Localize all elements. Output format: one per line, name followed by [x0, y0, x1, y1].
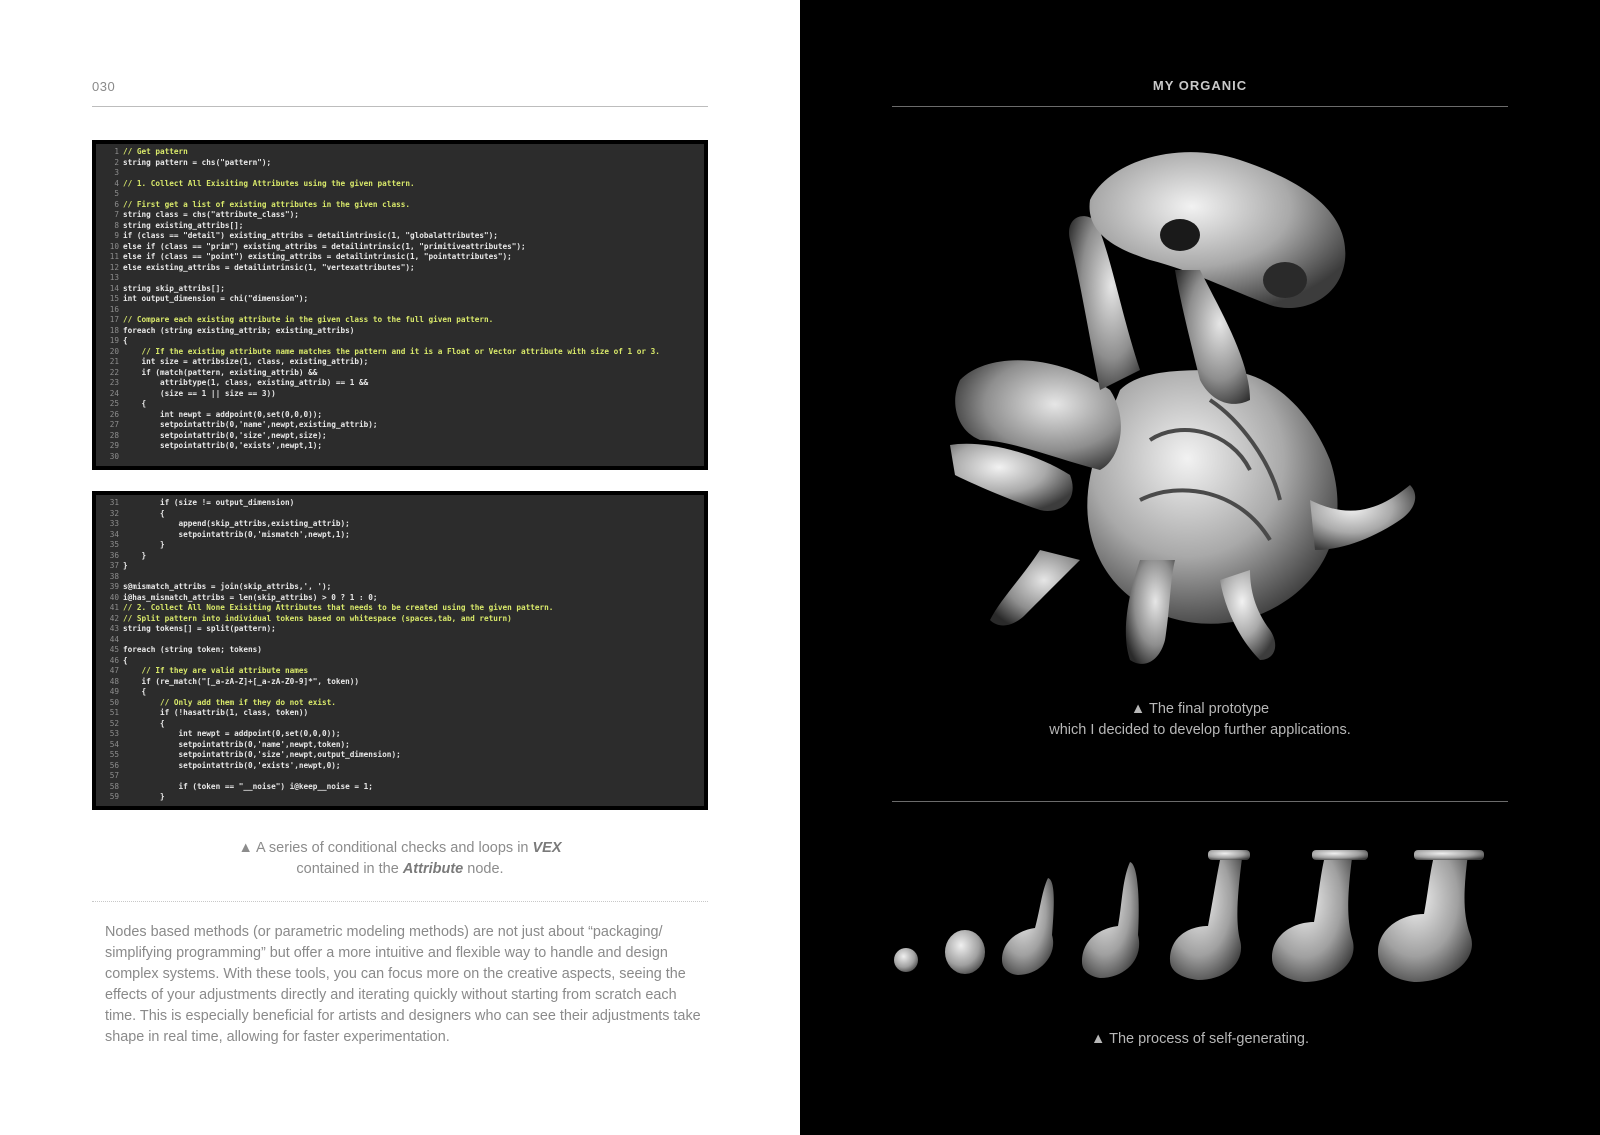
line-number: 26	[109, 409, 119, 419]
code-line	[102, 441, 698, 452]
line-number: 41	[109, 603, 119, 612]
code-text: string existing_attribs[];	[123, 220, 244, 230]
code-text: setpointattrib(0,'exists',newpt,1);	[123, 441, 323, 450]
code-text: int output_dimension = chi("dimension");	[123, 294, 309, 303]
line-number: 44	[109, 634, 119, 644]
code-line	[102, 284, 698, 295]
code-text: foreach (string existing_attrib; existing_attribs)	[123, 325, 355, 335]
code-line	[102, 347, 698, 358]
code-line	[102, 179, 698, 190]
line-number: 56	[109, 760, 119, 770]
code-text: // Only add them if they do not exist.	[123, 697, 336, 707]
line-number: 24	[109, 388, 119, 398]
code-line	[102, 242, 698, 253]
code-text: {	[123, 399, 147, 408]
line-number: 33	[109, 519, 119, 528]
code-caption	[92, 838, 708, 880]
code-text: else if (class == "point") existing_attribs = detailintrinsic(1, "pointattributes");	[123, 252, 512, 261]
line-number: 40	[109, 592, 119, 602]
line-number: 16	[109, 304, 119, 314]
code-text: {	[123, 336, 128, 345]
code-text: // 1. Collect All Exisiting Attributes using the given pattern.	[123, 178, 415, 188]
code-caption-line-1: ▲ A series of conditional checks and loops in VEX	[238, 840, 562, 856]
code-line	[102, 498, 698, 509]
line-number: 43	[109, 624, 119, 633]
code-line	[102, 572, 698, 583]
code-text: // 2. Collect All None Exisiting Attributes that needs to be created using the given pattern.	[123, 603, 554, 612]
line-number: 59	[109, 792, 119, 801]
line-number: 20	[109, 346, 119, 356]
code-line	[102, 645, 698, 656]
code-line	[102, 231, 698, 242]
hero-caption-line-2: which I decided to develop further applications.	[1049, 722, 1351, 738]
code-text: // Compare each existing attribute in the given class to the full given pattern.	[123, 315, 494, 324]
code-line	[102, 189, 698, 200]
code-text: // If the existing attribute name matches the pattern and it is a Float or Vector attribute with size of 1 or 3.	[123, 346, 660, 356]
code-line	[102, 509, 698, 520]
code-line	[102, 326, 698, 337]
code-caption-line-2: contained in the Attribute node.	[296, 861, 504, 877]
code-text: }	[123, 561, 128, 570]
line-number: 13	[109, 273, 119, 282]
code-line	[102, 530, 698, 541]
code-text: setpointattrib(0,'name',newpt,existing_attrib);	[123, 420, 378, 429]
code-text: setpointattrib(0,'mismatch',newpt,1);	[123, 529, 350, 539]
hero-caption	[892, 699, 1508, 741]
line-number: 45	[109, 645, 119, 654]
code-text: }	[123, 540, 165, 549]
line-number: 8	[114, 220, 119, 230]
code-line	[102, 698, 698, 709]
growth-sequence-image	[890, 850, 1510, 995]
code-line	[102, 147, 698, 158]
code-line	[102, 540, 698, 551]
code-line	[102, 750, 698, 761]
code-line	[102, 431, 698, 442]
line-number: 5	[114, 189, 119, 198]
code-line	[102, 782, 698, 793]
code-line	[102, 273, 698, 284]
line-number: 47	[109, 666, 119, 675]
line-number: 52	[109, 718, 119, 728]
code-line	[102, 368, 698, 379]
code-line	[102, 593, 698, 604]
line-number: 4	[114, 178, 119, 188]
code-text: }	[123, 792, 165, 801]
line-number: 39	[109, 582, 119, 591]
line-number: 7	[114, 210, 119, 219]
code-line	[102, 687, 698, 698]
code-line	[102, 200, 698, 211]
code-text: int newpt = addpoint(0,set(0,0,0));	[123, 729, 341, 738]
code-text: setpointattrib(0,'exists',newpt,0);	[123, 760, 341, 770]
header-rule	[92, 106, 708, 107]
line-number: 25	[109, 399, 119, 408]
code-text: {	[123, 687, 147, 696]
organic-prototype-image	[950, 140, 1450, 680]
code-text: if (match(pattern, existing_attrib) &&	[123, 367, 318, 377]
code-text: if (size != output_dimension)	[123, 498, 295, 507]
line-number: 35	[109, 540, 119, 549]
code-text: append(skip_attribs,existing_attrib);	[123, 519, 350, 528]
code-line	[102, 582, 698, 593]
code-line	[102, 378, 698, 389]
code-text: else if (class == "prim") existing_attribs = detailintrinsic(1, "primitiveattributes");	[123, 241, 526, 251]
line-number: 14	[109, 283, 119, 293]
line-number: 53	[109, 729, 119, 738]
line-number: 11	[109, 252, 119, 261]
code-line	[102, 357, 698, 368]
code-text: }	[123, 550, 147, 560]
code-line	[102, 740, 698, 751]
code-line	[102, 519, 698, 530]
code-line	[102, 656, 698, 667]
code-line	[102, 792, 698, 803]
code-line	[102, 168, 698, 179]
line-number: 51	[109, 708, 119, 717]
code-line	[102, 158, 698, 169]
line-number: 54	[109, 739, 119, 749]
code-panel-2	[92, 491, 708, 810]
code-text: (size == 1 || size == 3))	[123, 388, 276, 398]
code-text: {	[123, 655, 128, 665]
code-line	[102, 561, 698, 572]
code-line	[102, 294, 698, 305]
code-line	[102, 729, 698, 740]
code-line	[102, 603, 698, 614]
code-text: // First get a list of existing attributes in the given class.	[123, 199, 410, 209]
line-number: 9	[114, 231, 119, 240]
code-text: setpointattrib(0,'size',newpt,size);	[123, 430, 327, 440]
running-header: MY ORGANIC	[1152, 78, 1248, 93]
code-text: if (class == "detail") existing_attribs = detailintrinsic(1, "globalattributes");	[123, 231, 498, 240]
page-number: 030	[92, 79, 116, 94]
code-line	[102, 635, 698, 646]
code-line	[102, 666, 698, 677]
code-line	[102, 708, 698, 719]
dotted-divider	[92, 901, 708, 902]
caption-emphasis-attribute: Attribute	[402, 861, 464, 877]
code-line	[102, 719, 698, 730]
code-text: // Split pattern into individual tokens based on whitespace (spaces,tab, and return)	[123, 613, 512, 623]
code-text: string skip_attribs[];	[123, 283, 225, 293]
line-number: 19	[109, 336, 119, 345]
caption-emphasis-vex: VEX	[532, 840, 562, 856]
line-number: 21	[109, 357, 119, 366]
line-number: 55	[109, 750, 119, 759]
code-line	[102, 252, 698, 263]
right-header-rule	[892, 106, 1508, 107]
code-line	[102, 263, 698, 274]
line-number: 17	[109, 315, 119, 324]
code-block-1	[96, 144, 704, 466]
code-line	[102, 420, 698, 431]
line-number: 1	[114, 147, 119, 156]
code-block-2	[96, 495, 704, 806]
line-number: 22	[109, 367, 119, 377]
code-text: setpointattrib(0,'name',newpt,token);	[123, 739, 350, 749]
code-text: attribtype(1, class, existing_attrib) == 1 &&	[123, 378, 369, 387]
line-number: 42	[109, 613, 119, 623]
line-number: 36	[109, 550, 119, 560]
code-text: int size = attribsize(1, class, existing_attrib);	[123, 357, 369, 366]
code-line	[102, 210, 698, 221]
line-number: 37	[109, 561, 119, 570]
code-line	[102, 399, 698, 410]
code-text: string class = chs("attribute_class");	[123, 210, 299, 219]
line-number: 58	[109, 781, 119, 791]
line-number: 49	[109, 687, 119, 696]
right-divider-rule	[892, 801, 1508, 802]
line-number: 29	[109, 441, 119, 450]
line-number: 23	[109, 378, 119, 387]
code-line	[102, 410, 698, 421]
line-number: 2	[114, 157, 119, 167]
code-line	[102, 624, 698, 635]
code-line	[102, 771, 698, 782]
sequence-caption: ▲ The process of self-generating.	[1090, 1031, 1309, 1047]
hero-caption-line-1: ▲ The final prototype	[1130, 701, 1270, 717]
code-text: s@mismatch_attribs = join(skip_attribs,', ');	[123, 582, 332, 591]
line-number: 15	[109, 294, 119, 303]
code-text: string pattern = chs("pattern");	[123, 157, 272, 167]
line-number: 50	[109, 697, 119, 707]
line-number: 10	[109, 241, 119, 251]
code-text: setpointattrib(0,'size',newpt,output_dimension);	[123, 750, 401, 759]
body-paragraph: Nodes based methods (or parametric modeling methods) are not just about “packaging/ simplifying programming” but offer a more intuitive and flexible way to handle and design complex systems. With these tools, you can focus more on the creative aspects, seeing the effects of your adjustments directly and iterating quickly without starting from scratch each time. This is especially beneficial for artists and designers who can see their adjustments take shape in real time, allowing for faster experimentation.	[105, 924, 701, 1045]
line-number: 18	[109, 325, 119, 335]
code-text: if (token == "__noise") i@keep__noise = 1;	[123, 781, 373, 791]
code-text: {	[123, 718, 165, 728]
line-number: 31	[109, 498, 119, 507]
line-number: 48	[109, 676, 119, 686]
code-text: else existing_attribs = detailintrinsic(1, "vertexattributes");	[123, 262, 415, 272]
code-panel-1	[92, 140, 708, 470]
code-line	[102, 452, 698, 463]
line-number: 3	[114, 168, 119, 177]
line-number: 38	[109, 571, 119, 581]
line-number: 46	[109, 655, 119, 665]
code-line	[102, 614, 698, 625]
line-number: 30	[109, 451, 119, 461]
line-number: 32	[109, 508, 119, 518]
code-line	[102, 677, 698, 688]
code-line	[102, 336, 698, 347]
code-line	[102, 551, 698, 562]
line-number: 57	[109, 771, 119, 780]
code-line	[102, 221, 698, 232]
line-number: 28	[109, 430, 119, 440]
code-text: // If they are valid attribute names	[123, 666, 309, 675]
code-line	[102, 761, 698, 772]
code-text: if (re_match("[_a-zA-Z]+[_a-zA-Z0-9]*", token))	[123, 676, 360, 686]
code-text: {	[123, 508, 165, 518]
code-text: if (!hasattrib(1, class, token))	[123, 708, 309, 717]
code-text: i@has_mismatch_attribs = len(skip_attribs) > 0 ? 1 : 0;	[123, 592, 378, 602]
code-text: int newpt = addpoint(0,set(0,0,0));	[123, 409, 323, 419]
line-number: 6	[114, 199, 119, 209]
line-number: 34	[109, 529, 119, 539]
code-line	[102, 389, 698, 400]
code-text: string tokens[] = split(pattern);	[123, 624, 276, 633]
line-number: 12	[109, 262, 119, 272]
code-text: foreach (string token; tokens)	[123, 645, 262, 654]
code-line	[102, 305, 698, 316]
line-number: 27	[109, 420, 119, 429]
code-line	[102, 315, 698, 326]
code-text: // Get pattern	[123, 147, 188, 156]
